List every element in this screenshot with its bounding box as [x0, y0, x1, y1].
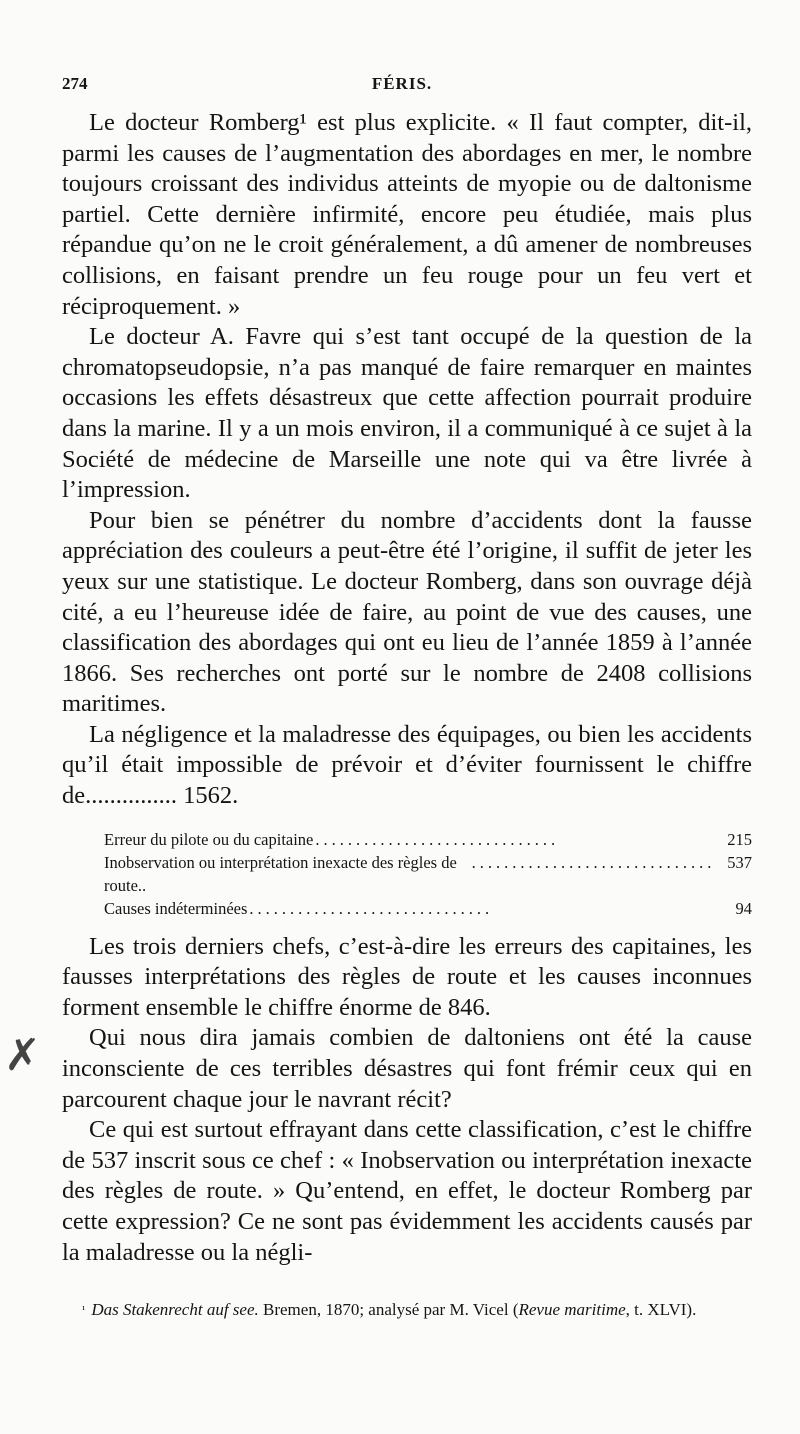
stat-value: 94 — [735, 898, 752, 918]
stat-label: Causes indéterminées — [104, 898, 248, 918]
table-row: Erreur du pilote ou du capitaine .............................. 215 — [104, 829, 752, 849]
paragraph-favre: Le docteur A. Favre qui s’est tant occupé de la question de la chromatopseudopsie, n’a pas manqué de faire remarquer en maintes occasions les effets désastreux que cette affection pourrait produire dans la marine. Il y a un mois environ, il a communiqué à ce sujet à la Société de médecine de Marseille une note qui va être livrée à l’impression. — [62, 323, 752, 504]
table-row: Inobservation ou interprétation inexacte des règles de route.. .............................. 537 — [104, 852, 752, 895]
paragraph-statistique: Pour bien se pénétrer du nombre d’accidents dont la fausse appréciation des couleurs a peut-être été l’origine, il suffit de jeter les yeux sur une statistique. Le docteur Romberg, dans son ouvrage déjà cité, a eu l’heureuse idée de faire, au point de vue des causes, une classification des abordages qui ont eu lieu de l’année 1859 à l’année 1866. Ses recherches ont porté sur le nombre de 2408 collisions maritimes. — [62, 506, 752, 718]
stat-label: Erreur du pilote ou du capitaine — [104, 829, 314, 849]
footnote-mark: ¹ — [82, 1304, 86, 1316]
paragraph-romberg: Le docteur Romberg¹ est plus explicite. « Il faut compter, dit-il, parmi les causes de l’augmentation des abordages en mer, le nombre toujours croissant des individus atteints de myopie ou de daltonisme partiel. Cette dernière infirmité, encore peu étudiée, mais plus répandue qu’on ne le croit généralement, a dû amener de nombreuses collisions, en faisant prendre un feu rouge pour un feu vert et réciproquement. » — [62, 109, 752, 320]
statistics-table — [104, 828, 752, 920]
stat-label: Inobservation ou interprétation inexacte des règles de route.. — [104, 852, 457, 895]
total-value: 1562. — [183, 782, 239, 810]
paragraph-negligence: La négligence et la maladresse des équipages, ou bien les accidents qu’il était impossible de prévoir et d’éviter fournissent le chiffre de............... 1562. — [62, 720, 752, 810]
running-header — [62, 74, 742, 100]
paragraph-daltoniens: Qui nous dira jamais combien de daltoniens ont été la cause inconsciente de ces terribles désastres qui font frémir ceux qui en parcourent chaque jour le navrant récit? — [62, 1024, 752, 1113]
paragraph-trois-chefs: Les trois derniers chefs, c’est-à-dire les erreurs des capitaines, les fausses interprétations des règles de route et les causes inconnues forment ensemble le chiffre énorme de 846. — [62, 932, 752, 1021]
paragraph-effrayant: Ce qui est surtout effrayant dans cette classification, c’est le chiffre de 537 inscrit sous ce chef : « Inobservation ou interprétation inexacte des règles de route. » Qu’entend, en effet, le docteur Romberg par cette expression? Ce ne sont pas évidemment les accidents causés par la maladresse ou la négli- — [62, 1116, 752, 1266]
footnote: $^{^1}$ Das Stakenrecht auf see. Bremen, 1870; analysé par M. Vicel (Revue maritime, t. XLVI). — [82, 1300, 697, 1319]
main-text — [62, 108, 752, 1268]
running-title: FÉRIS. — [371, 74, 433, 93]
stat-value: 537 — [727, 852, 752, 872]
table-row: Causes indéterminées .............................. 94 — [104, 898, 752, 918]
footnote-title: Das Stakenrecht auf see. — [91, 1300, 259, 1319]
footnote-journal: Revue maritime — [518, 1300, 626, 1319]
handwritten-margin-mark: ✗ — [4, 1030, 41, 1081]
page-number: 274 — [62, 74, 88, 93]
stat-value: 215 — [727, 829, 752, 849]
